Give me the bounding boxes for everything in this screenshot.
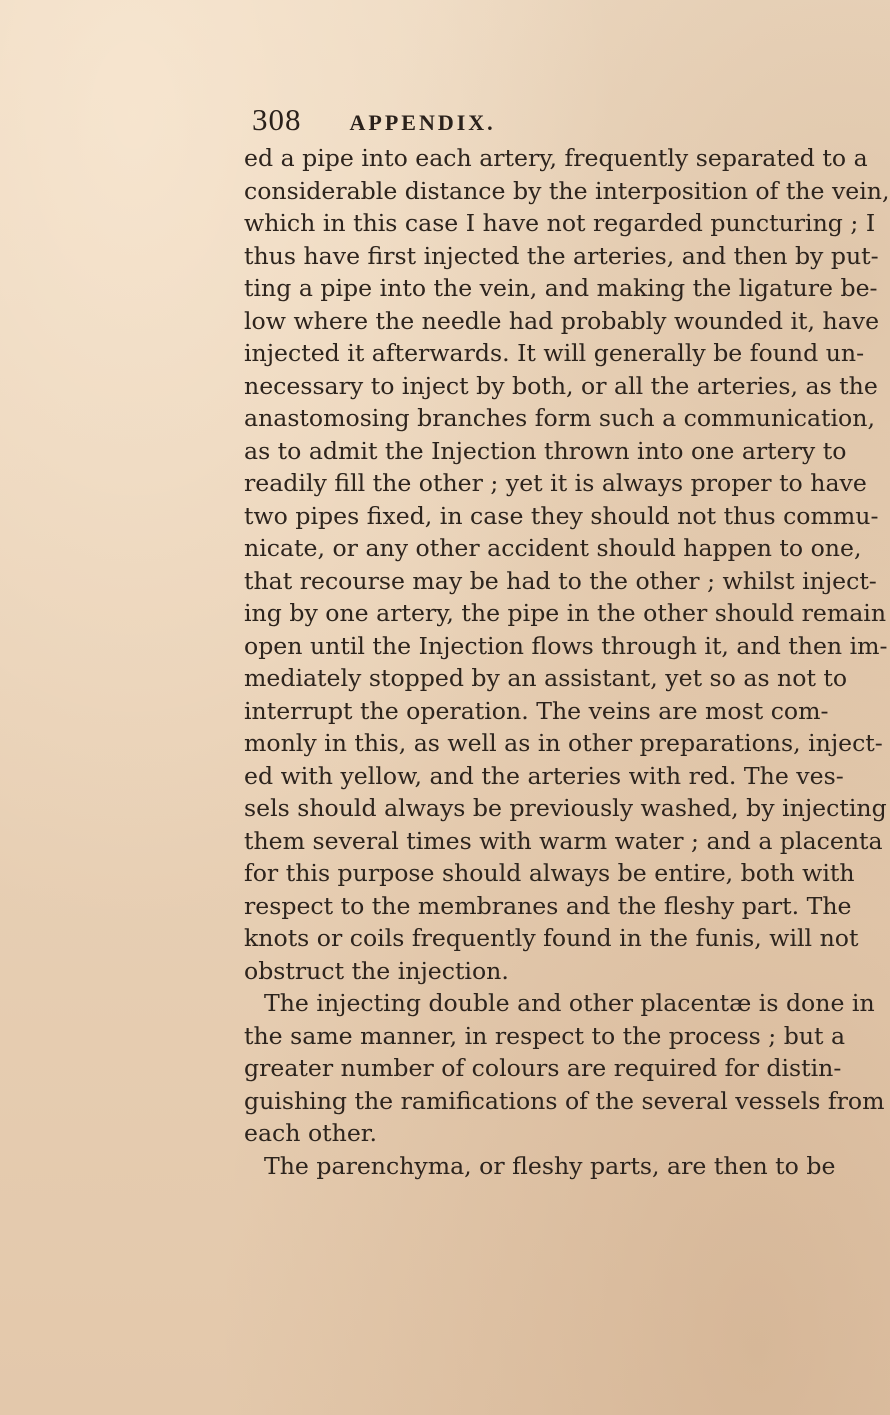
paragraph-end-line: obstruct the injection. xyxy=(244,956,509,985)
text-line: them several times with warm water ; and a placenta xyxy=(244,826,883,855)
text-line: which in this case I have not regarded puncturing ; I xyxy=(244,209,876,237)
text-line: the same manner, in respect to the process ; but a xyxy=(244,1021,846,1050)
text-line: greater number of colours are required for distin- xyxy=(244,1054,842,1082)
running-head: APPENDIX. xyxy=(349,110,496,135)
text-line: guishing the ramifications of the several vessels from xyxy=(244,1086,885,1115)
text-line: two pipes fixed, in case they should not thus commu- xyxy=(244,501,879,530)
text-line: readily fill the other ; yet it is always proper to have xyxy=(244,469,867,497)
text-line: necessary to inject by both, or all the arteries, as the xyxy=(244,371,878,400)
text-line: mediately stopped by an assistant, yet so as not to xyxy=(244,664,848,692)
paragraph-end-line: each other. xyxy=(244,1119,377,1147)
text-line: interrupt the operation. The veins are most com- xyxy=(244,696,829,725)
paragraph-start-line: The parenchyma, or fleshy parts, are then to be xyxy=(264,1151,836,1180)
text-line: nicate, or any other accident should happen to one, xyxy=(244,534,862,562)
text-line: knots or coils frequently found in the funis, will not xyxy=(244,924,859,952)
page-header xyxy=(252,102,496,142)
text-line: low where the needle had probably wounded it, have xyxy=(244,306,880,335)
text-line: that recourse may be had to the other ; whilst inject- xyxy=(244,566,877,595)
body-text xyxy=(244,142,890,1182)
text-line: thus have first injected the arteries, and then by put- xyxy=(244,241,879,270)
text-line: sels should always be previously washed, by injecting xyxy=(244,794,887,822)
text-line: ed a pipe into each artery, frequently separated to a xyxy=(244,144,868,172)
text-line: injected it afterwards. It will generally be found un- xyxy=(244,339,865,367)
text-line: ing by one artery, the pipe in the other should remain xyxy=(244,599,887,627)
text-line: ting a pipe into the vein, and making the ligature be- xyxy=(244,274,878,302)
paragraph-start-line: The injecting double and other placentæ is done in xyxy=(264,989,875,1017)
text-line: open until the Injection flows through it, and then im- xyxy=(244,631,888,660)
text-line: ed with yellow, and the arteries with red. The ves- xyxy=(244,761,844,790)
text-line: monly in this, as well as in other preparations, inject- xyxy=(244,729,883,757)
text-line: considerable distance by the interposition of the vein, xyxy=(244,176,890,205)
text-line: respect to the membranes and the fleshy part. The xyxy=(244,891,852,920)
text-line: anastomosing branches form such a communication, xyxy=(244,404,875,432)
text-line: as to admit the Injection thrown into one artery to xyxy=(244,436,847,465)
text-line: for this purpose should always be entire, both with xyxy=(244,859,855,887)
page-number: 308 xyxy=(252,102,302,137)
